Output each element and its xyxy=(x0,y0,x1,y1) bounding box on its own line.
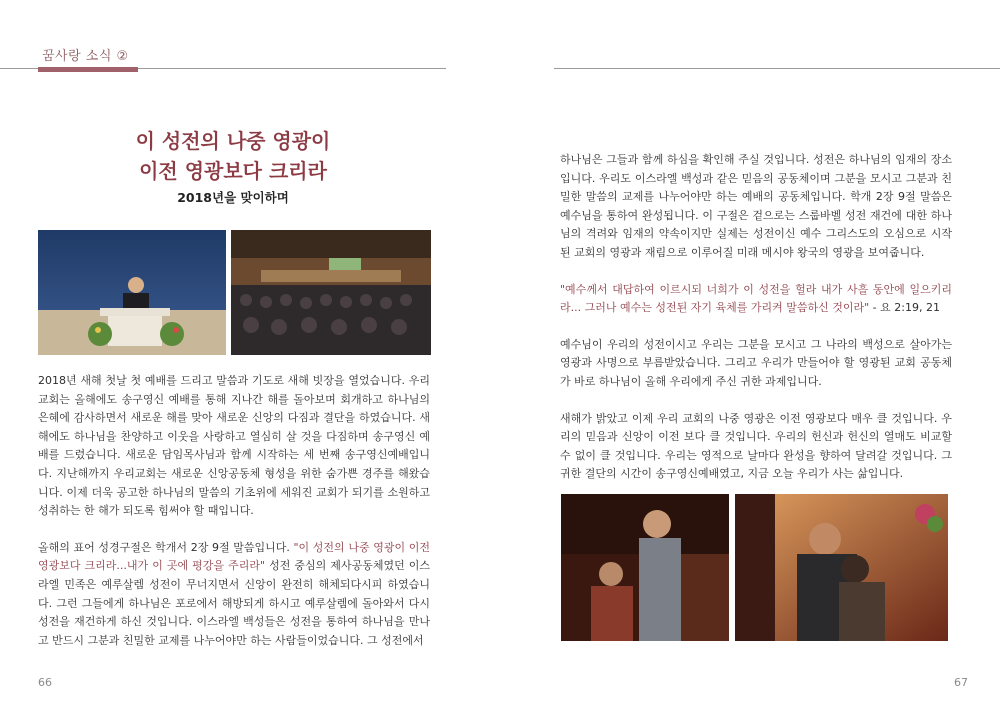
photo-pastor-pulpit xyxy=(38,230,226,355)
paragraph-2 xyxy=(38,539,430,651)
paragraph-4: 예수님이 우리의 성전이시고 우리는 그분을 모시고 그 나라의 백성으로 살아가는 영광과 사명으로 부름받았습니다. 그리고 우리가 만들어야 할 영광된 교회 공동체가 바로 하나님이 올해 우리에게 주신 귀한 과제입니다. xyxy=(560,337,952,388)
right-body xyxy=(560,151,952,502)
right-page xyxy=(500,0,1000,709)
photo-congregation xyxy=(231,230,431,355)
scripture-quote-text: "예수께서 대답하여 이르시되 너희가 이 성전을 헐라 내가 사흘 동안에 일으키리라... 그러나 예수는 성전된 자기 육체를 가리켜 말씀하신 것이라" xyxy=(560,282,952,315)
header-rule-right xyxy=(554,68,1000,69)
photo-embrace xyxy=(735,494,948,641)
article-title-line2: 이전 영광보다 크리라 xyxy=(139,159,327,183)
header-accent-bar xyxy=(38,67,138,72)
paragraph-5: 새해가 밝았고 이제 우리 교회의 나중 영광은 이전 영광보다 매우 클 것입니다. 우리의 믿음과 신앙이 이전 보다 클 것입니다. 우리의 헌신과 헌신의 열매도 비교할 수 없이 클 것입니다. 우리는 영적으로 날마다 완성을 향하여 달려갈 것입니다. 그 귀한 결단의 시간이 송구영신예배였고, 지금 오늘 우리가 사는 삶입니다. xyxy=(560,411,952,481)
page-number-left: 66 xyxy=(38,676,52,689)
scripture-quote xyxy=(560,281,952,318)
paragraph-2-quote: "이 성전의 나중 영광이 이전 영광보다 크리라...내가 이 곳에 평강을 주리라" xyxy=(38,540,430,573)
section-label: 꿈사랑 소식 ② xyxy=(42,49,129,64)
article-title-line1: 이 성전의 나중 영광이 xyxy=(135,129,331,153)
paragraph-1: 2018년 새해 첫날 첫 예배를 드리고 말씀과 기도로 새해 빗장을 열었습니다. 우리 교회는 올해에도 송구영신 예배를 통해 지나간 해를 돌아보며 회개하고 하나님의 은혜에 감사하면서 새로운 해를 맞아 새로운 신앙의 다짐과 결단을 하였습니다. 새해에도 하나님을 찬양하고 이웃을 사랑하고 열심히 살 것을 다짐하며 송구영신 예배를 드렸습니다. 새로운 담임목사님과 함께 시작하는 세 번째 송구영신예배입니다. 지난해까지 우리교회는 새로운 신앙공동체 형성을 위한 숨가쁜 경주를 해왔습니다. 이제 더욱 공고한 하나님의 말씀의 기초위에 세워진 교회가 되기를 소원하고 성취하는 한 해가 되도록 힘써야 할 때입니다. xyxy=(38,374,430,518)
paragraph-2-end: 성전 중심의 제사공동체였던 이스라엘 민족은 예루살렘 성전이 무너지면서 신앙이 완전히 해체되다시피 하였습니다. 그런 그들에게 하나님은 포로에서 해방되게 하시고 예루살렘에 돌아와서 다시 성전을 재건하게 하신 것입니다. 이스라엘 백성들은 성전을 통하여 하나님을 만나고 반드시 그분과 친밀한 교제를 나누어야만 하는 사람들이었습니다. 그 성전에서 xyxy=(38,559,430,647)
paragraph-3: 하나님은 그들과 함께 하심을 확인해 주실 것입니다. 성전은 하나님의 임재의 장소입니다. 우리도 이스라엘 백성과 같은 믿음의 공동체이며 그분을 모시고 그분과 친밀한 말씀의 교제를 나누어야만 하는 예배의 공동체입니다. 학개 2장 9절 말씀은 예수님을 통하여 완성됩니다. 이 구절은 겉으로는 스룹바벨 성전 재건에 대한 하나님의 격려와 임재의 약속이지만 실제는 성전이신 예수 그리스도의 오심으로 시작된 교회의 영광과 재림으로 이루어질 미래 메시야 왕국의 영광을 보여줍니다. xyxy=(560,153,952,259)
paragraph-2-start: 올해의 표어 성경구절은 학개서 2장 9절 말씀입니다. xyxy=(38,540,294,554)
scripture-quote-ref: - 요 2:19, 21 xyxy=(869,301,940,315)
page-number-right: 67 xyxy=(954,676,968,689)
left-body xyxy=(38,372,430,668)
article-subtitle: 2018년을 맞이하며 xyxy=(177,190,289,205)
photo-prayer xyxy=(561,494,729,641)
